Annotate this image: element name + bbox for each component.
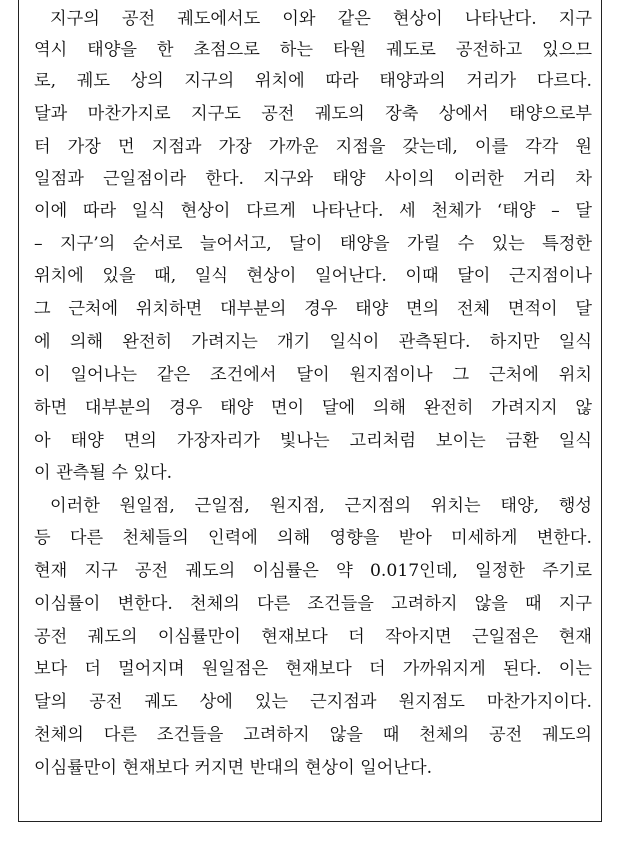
passage-line: 달과 마찬가지로 지구도 공전 궤도의 장축 상에서 태양으로부 [34, 104, 592, 124]
passage-line: 현재 지구 공전 궤도의 이심률은 약 0.017인데, 일정한 주기로 [34, 561, 592, 581]
passage-line: 위치에 있을 때, 일식 현상이 일어난다. 이때 달이 근지점이나 [34, 266, 592, 286]
passage-line: 일점과 근일점이라 한다. 지구와 태양 사이의 이러한 거리 차 [34, 169, 592, 189]
passage-line: 이 관측될 수 있다. [34, 463, 173, 483]
passage-line: 천체의 다른 조건들을 고려하지 않을 때 천체의 공전 궤도의 [34, 725, 592, 745]
passage-line: 역시 태양을 한 초점으로 하는 타원 궤도로 공전하고 있으므 [34, 40, 592, 60]
passage-line: 터 가장 먼 지점과 가장 가까운 지점을 갖는데, 이를 각각 원 [34, 137, 592, 157]
passage-line: 지구의 공전 궤도에서도 이와 같은 현상이 나타난다. 지구 [50, 9, 592, 29]
passage-line: 달의 공전 궤도 상에 있는 근지점과 원지점도 마찬가지이다. [34, 692, 592, 712]
passage-line: 그 근처에 위치하면 대부분의 경우 태양 면의 전체 면적이 달 [34, 299, 592, 319]
passage-line: 아 태양 면의 가장자리가 빛나는 고리처럼 보이는 금환 일식 [34, 431, 592, 451]
passage-line: 보다 더 멀어지며 원일점은 현재보다 더 가까워지게 된다. 이는 [34, 659, 592, 679]
passage-line: 이심률이 변한다. 천체의 다른 조건들을 고려하지 않을 때 지구 [34, 594, 592, 614]
passage-line: 이러한 원일점, 근일점, 원지점, 근지점의 위치는 태양, 행성 [50, 496, 592, 516]
passage-line: – 지구’의 순서로 늘어서고, 달이 태양을 가릴 수 있는 특정한 [34, 234, 592, 254]
passage-line: 공전 궤도의 이심률만이 현재보다 더 작아지면 근일점은 현재 [34, 627, 592, 647]
passage-line: 이에 따라 일식 현상이 다르게 나타난다. 세 천체가 ‘태양 – 달 [34, 201, 592, 221]
passage-line: 이심률만이 현재보다 커지면 반대의 현상이 일어난다. [34, 758, 433, 778]
passage-line: 하면 대부분의 경우 태양 면이 달에 의해 완전히 가려지지 않 [34, 398, 592, 418]
passage-line: 등 다른 천체들의 인력에 의해 영향을 받아 미세하게 변한다. [34, 528, 592, 548]
passage-line: 이 일어나는 같은 조건에서 달이 원지점이나 그 근처에 위치 [34, 365, 592, 385]
passage-line: 에 의해 완전히 가려지는 개기 일식이 관측된다. 하지만 일식 [34, 332, 592, 352]
passage-line: 로, 궤도 상의 지구의 위치에 따라 태양과의 거리가 다르다. [34, 71, 592, 91]
